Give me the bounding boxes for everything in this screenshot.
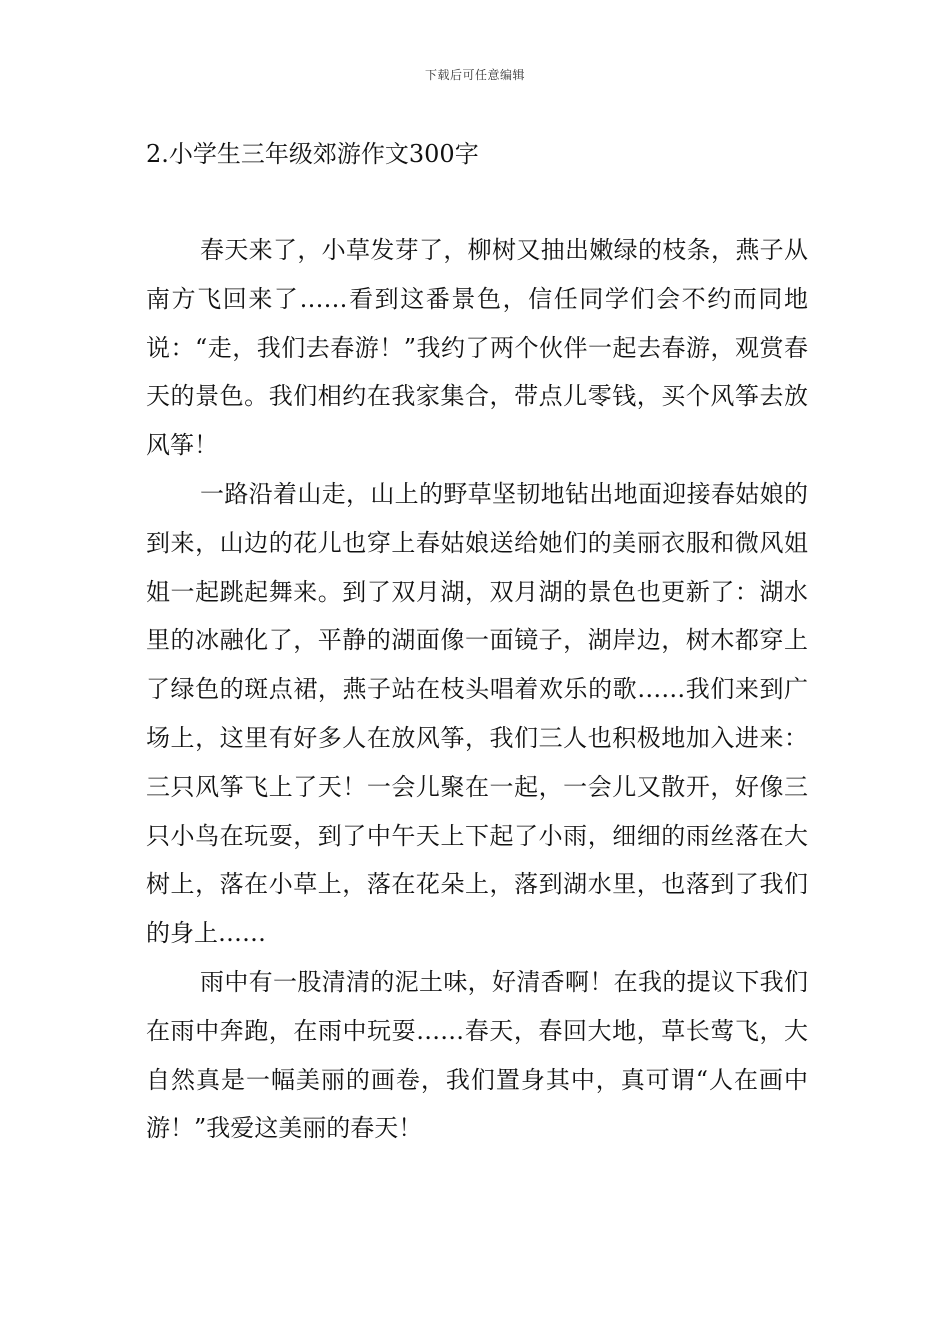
document-body [146,226,808,1153]
paragraph-3: 雨中有一股清清的泥土味，好清香啊！在我的提议下我们在雨中奔跑，在雨中玩耍……春天，春回大地，草长莺飞，大自然真是一幅美丽的画卷，我们置身其中，真可谓“人在画中游！”我爱这美丽的春天！ [146,967,808,1143]
paragraph-2: 一路沿着山走，山上的野草坚韧地钻出地面迎接春姑娘的到来，山边的花儿也穿上春姑娘送给她们的美丽衣服和微风姐姐一起跳起舞来。到了双月湖，双月湖的景色也更新了：湖水里的冰融化了，平静的湖面像一面镜子，湖岸边，树木都穿上了绿色的斑点裙，燕子站在枝头唱着欢乐的歌……我们来到广场上，这里有好多人在放风筝，我们三人也积极地加入进来：三只风筝飞上了天！一会儿聚在一起，一会儿又散开，好像三只小鸟在玩耍，到了中午天上下起了小雨，细细的雨丝落在大树上，落在小草上，落在花朵上，落到湖水里，也落到了我们的身上…… [146,479,808,948]
document-title: 2.小学生三年级郊游作文300字 [146,140,479,168]
page-header-note: 下载后可任意编辑 [424,68,525,82]
paragraph-1: 春天来了，小草发芽了，柳树又抽出嫩绿的枝条，燕子从南方飞回来了……看到这番景色，信任同学们会不约而同地说：“走，我们去春游！”我约了两个伙伴一起去春游，观赏春天的景色。我们相约在我家集合，带点儿零钱，买个风筝去放风筝！ [146,236,808,460]
